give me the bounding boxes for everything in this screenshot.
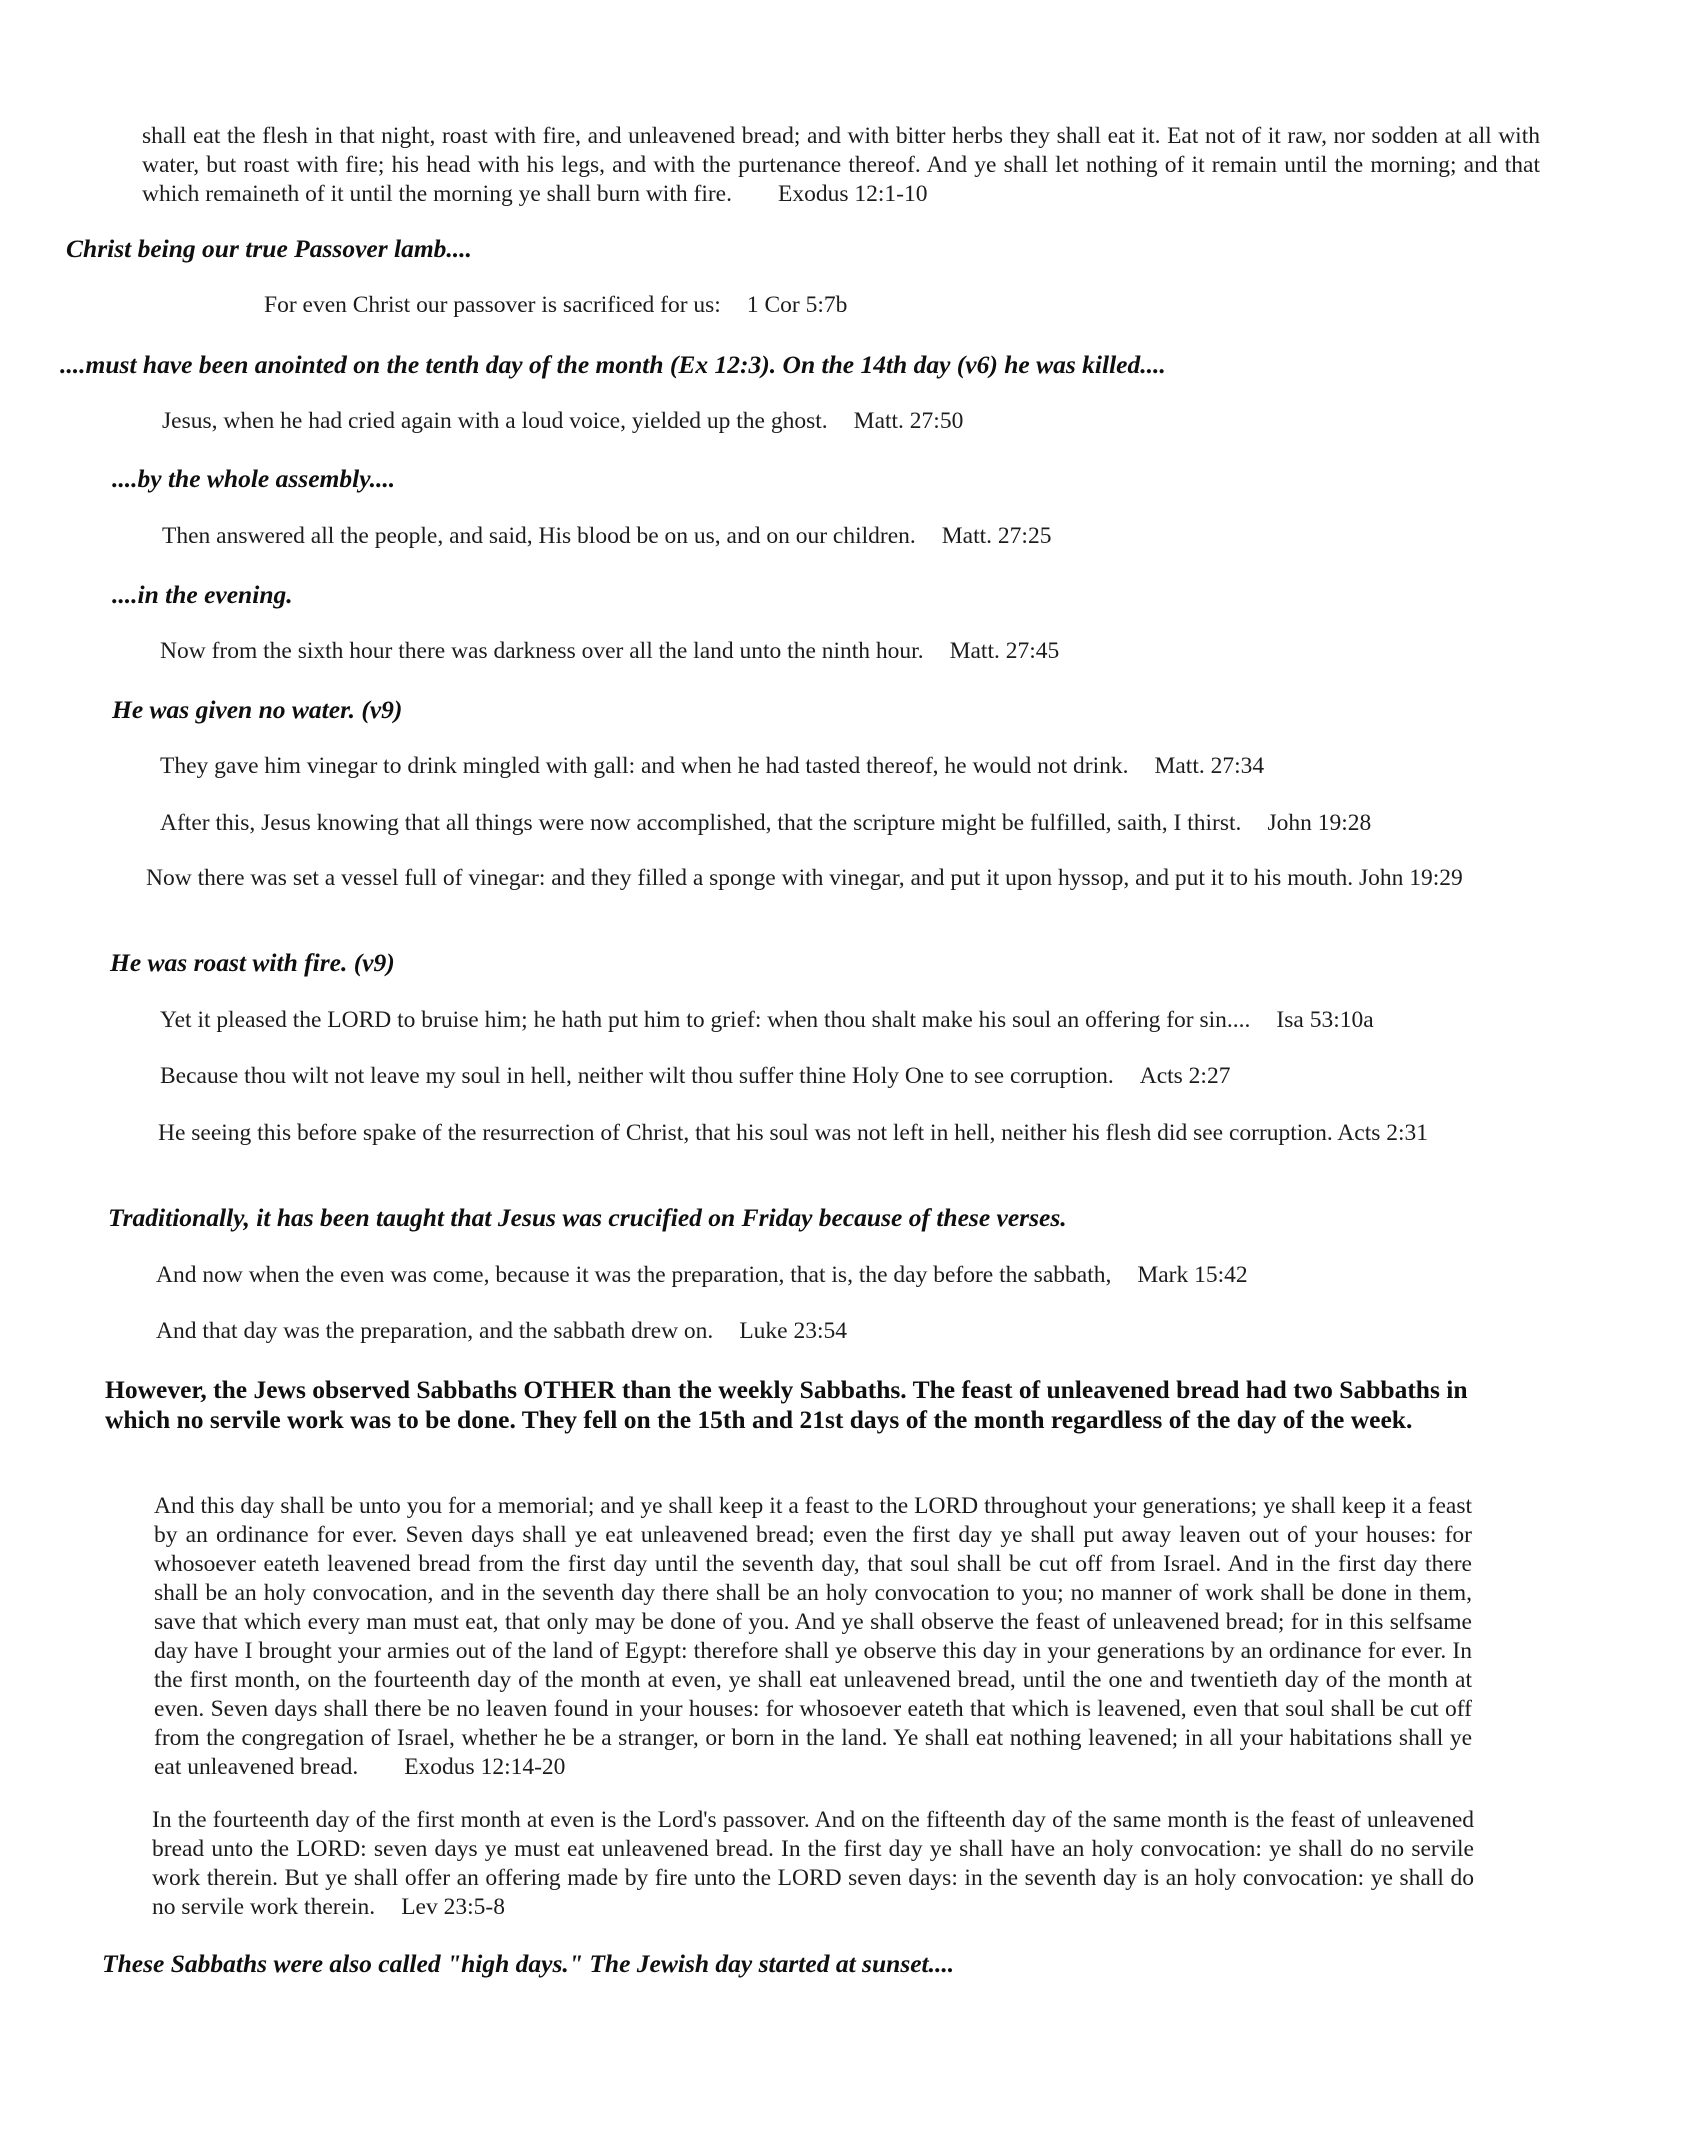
scripture-reference: Isa 53:10a — [1276, 1007, 1374, 1033]
verse-passage-exodus-12-1-10: shall eat the flesh in that night, roast with fire, and unleavened bread; and with bitter herbs they shall eat it. Eat not of it raw, nor sodden at all with water, but roast with fire; his head with his legs, and with the purtenance thereof. And ye shall let nothing of it remain until the morning; and that which remaineth of it until the morning ye shall burn with fire. Exodus 12:1-10 — [142, 123, 1540, 207]
verse-passage: Then answered all the people, and said, His blood be on us, and on our children. Matt. 27:25 — [162, 523, 1052, 549]
verse-passage: And that day was the preparation, and the sabbath drew on. Luke 23:54 — [156, 1318, 848, 1344]
section-heading: ....by the whole assembly.... — [112, 464, 396, 493]
section-heading: Christ being our true Passover lamb.... — [66, 234, 472, 263]
verse-passage-exodus-12-14-20: And this day shall be unto you for a memorial; and ye shall keep it a feast to the LORD throughout your generations; ye shall keep it a feast by an ordinance for ever. Seven days shall ye eat unleavened bread; even the first day ye shall put away leaven out of your houses: for whosoever eateth leavened bread from the first day until the seventh day, that soul shall be cut off from Israel. And in the first day there shall be an holy convocation, and in the seventh day there shall be an holy convocation to you; no manner of work shall be done in them, save that which every man must eat, that only may be done of you. And ye shall observe the feast of unleavened bread; for in this selfsame day have I brought your armies out of the land of Egypt: therefore shall ye observe this day in your generations by an ordinance for ever. In the first month, on the fourteenth day of the month at even, ye shall eat unleavened bread, until the one and twentieth day of the month at even. Seven days shall there be no leaven found in your houses: for whosoever eateth that which is leavened, even that soul shall be cut off from the congregation of Israel, whether he be a stranger, or born in the land. Ye shall eat nothing leavened; in all your habitations shall ye eat unleavened bread. Exodus 12:14-20 — [154, 1493, 1472, 1780]
verse-passage: For even Christ our passover is sacrificed for us: 1 Cor 5:7b — [264, 292, 848, 318]
bold-statement: However, the Jews observed Sabbaths OTHER than the weekly Sabbaths. The feast of unleavened bread had two Sabbaths in which no servile work was to be done. They fell on the 15th and 21st days of the month regardless of the day of the week. — [105, 1375, 1468, 1434]
scripture-reference: Matt. 27:25 — [941, 523, 1052, 549]
scripture-reference: Mark 15:42 — [1137, 1262, 1248, 1288]
section-heading: ....must have been anointed on the tenth day of the month (Ex 12:3). On the 14th day (v6) he was killed.... — [60, 350, 1166, 379]
scripture-reference: Lev 23:5-8 — [401, 1894, 505, 1920]
scripture-reference: Exodus 12:1-10 — [777, 181, 928, 207]
verse-passage: And now when the even was come, because it was the preparation, that is, the day before the sabbath, Mark 15:42 — [156, 1262, 1248, 1288]
verse-passage: Now from the sixth hour there was darkness over all the land unto the ninth hour. Matt. 27:45 — [160, 638, 1060, 664]
verse-passage-lev-23-5-8: In the fourteenth day of the first month at even is the Lord's passover. And on the fifteenth day of the same month is the feast of unleavened bread unto the LORD: seven days ye must eat unleavened bread. In the first day ye shall have an holy convocation: ye shall do no servile work therein. But ye shall offer an offering made by fire unto the LORD seven days: in the seventh day is an holy convocation: ye shall do no servile work therein. Lev 23:5-8 — [152, 1807, 1474, 1920]
scripture-reference: John 19:28 — [1267, 810, 1372, 836]
scripture-reference: Luke 23:54 — [739, 1318, 848, 1344]
verse-passage: Jesus, when he had cried again with a loud voice, yielded up the ghost. Matt. 27:50 — [162, 408, 964, 434]
verse-passage: They gave him vinegar to drink mingled with gall: and when he had tasted thereof, he would not drink. Matt. 27:34 — [160, 753, 1265, 779]
scripture-reference: Exodus 12:14-20 — [404, 1754, 566, 1780]
scripture-reference: Matt. 27:50 — [853, 408, 964, 434]
verse-passage: After this, Jesus knowing that all things were now accomplished, that the scripture might be fulfilled, saith, I thirst. John 19:28 — [160, 810, 1372, 836]
section-heading: He was given no water. (v9) — [112, 695, 403, 724]
section-heading: He was roast with fire. (v9) — [110, 948, 395, 977]
section-heading: Traditionally, it has been taught that Jesus was crucified on Friday because of these verses. — [108, 1203, 1067, 1232]
verse-passage-acts-2-31: He seeing this before spake of the resurrection of Christ, that his soul was not left in hell, neither his flesh did see corruption. Acts 2:31 — [158, 1120, 1429, 1146]
verse-passage: Yet it pleased the LORD to bruise him; he hath put him to grief: when thou shalt make his soul an offering for sin.... Isa 53:10a — [160, 1007, 1374, 1033]
scripture-reference: 1 Cor 5:7b — [746, 292, 848, 318]
section-heading: These Sabbaths were also called "high days." The Jewish day started at sunset.... — [102, 1949, 955, 1978]
section-heading: ....in the evening. — [112, 580, 293, 609]
scripture-reference: Matt. 27:34 — [1154, 753, 1265, 779]
verse-passage: Because thou wilt not leave my soul in hell, neither wilt thou suffer thine Holy One to see corruption. Acts 2:27 — [160, 1063, 1231, 1089]
verse-passage-john-19-29: Now there was set a vessel full of vinegar: and they filled a sponge with vinegar, and put it upon hyssop, and put it to his mouth. John 19:29 — [146, 865, 1463, 891]
scripture-reference: Matt. 27:45 — [949, 638, 1060, 664]
scripture-reference: Acts 2:27 — [1139, 1063, 1231, 1089]
